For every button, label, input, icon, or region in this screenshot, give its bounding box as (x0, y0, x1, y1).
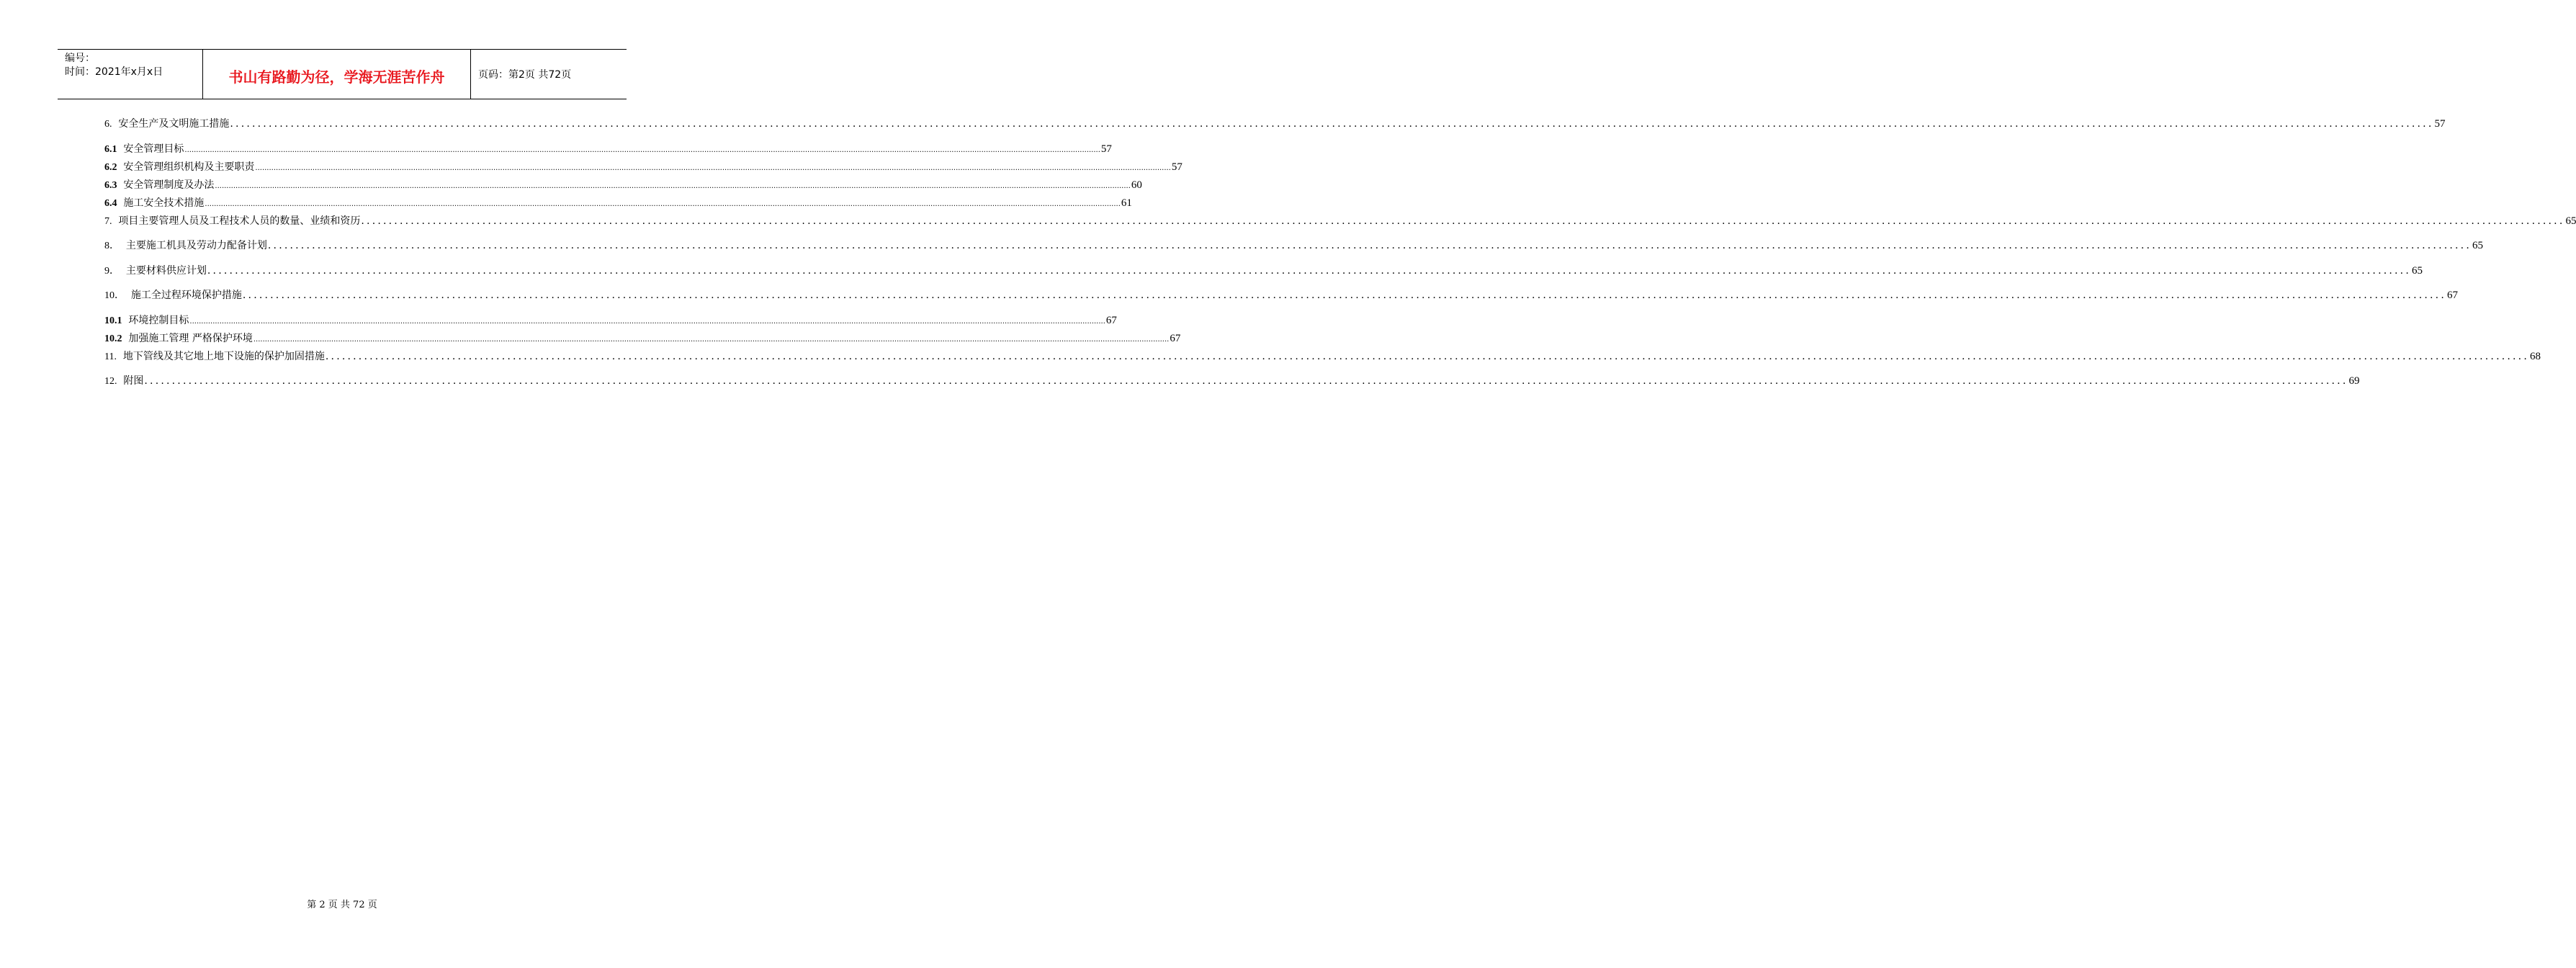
toc-entry-title (104, 372, 143, 390)
toc-entry-text: 主要材料供应计划 (125, 264, 207, 277)
toc-leader-dots: ................................................................................................................................................................................................................................................................................................................................................................................................................ (242, 290, 2446, 301)
toc-leader-dots: ................................................................................................................................................................................................................................................................................................................................................................................................................ (189, 317, 1105, 326)
toc-entry[interactable] (104, 372, 2360, 398)
toc-entry-title (104, 140, 184, 158)
toc-entry-text: 主要施工机具及劳动力配备计划 (125, 240, 267, 251)
toc-entry[interactable] (104, 140, 1112, 158)
toc-entry[interactable] (104, 237, 2483, 262)
toc-leader-dots: ................................................................................................................................................................................................................................................................................................................................................................................................................ (361, 215, 2565, 227)
toc-entry-text: 安全管理组织机构及主要职责 (123, 161, 255, 173)
toc-entry-text: 环境控制目标 (128, 314, 189, 326)
code-label: 编号： (65, 53, 95, 64)
toc-leader-dots: ................................................................................................................................................................................................................................................................................................................................................................................................................ (230, 118, 2434, 130)
toc-entry-title (104, 176, 214, 194)
toc-entry[interactable] (104, 262, 2423, 287)
toc-entry-title (104, 348, 325, 366)
toc-entry-text: 施工安全技术措施 (123, 197, 205, 209)
toc-leader-dots: ................................................................................................................................................................................................................................................................................................................................................................................................................ (255, 163, 1171, 172)
toc-entry-number: 10.2 (104, 333, 122, 344)
toc-entry-page: 69 (2348, 375, 2360, 387)
page-footer: 第 2 页 共 72 页 (307, 900, 377, 910)
toc-entry-page: 67 (1170, 332, 1181, 344)
toc-entry[interactable] (104, 176, 1142, 194)
toc-entry-text: 安全管理制度及办法 (123, 179, 215, 191)
toc-entry-number: 8． (104, 241, 120, 251)
toc-entry-number: 6.2 (104, 161, 117, 173)
toc-entry-number: 9． (104, 265, 120, 277)
toc-entry-page: 67 (2446, 290, 2458, 301)
toc-entry-page: 65 (2472, 240, 2483, 251)
toc-entry-number: 11. (104, 351, 117, 362)
toc-entry-text: 加强施工管理 严格保护环境 (128, 332, 253, 344)
toc-leader-dots: ................................................................................................................................................................................................................................................................................................................................................................................................................ (215, 182, 1131, 190)
toc-entry-text: 安全生产及文明施工措施 (118, 118, 230, 130)
toc-entry-title (104, 115, 229, 133)
toc-entry[interactable] (104, 348, 2541, 373)
toc-entry-text: 项目主要管理人员及工程技术人员的数量、业绩和资历 (118, 215, 361, 227)
toc-entry-title (104, 237, 267, 255)
toc-entry-title (104, 330, 253, 348)
header-meta (58, 50, 203, 99)
time-label: 时间：2021年x月x日 (65, 66, 163, 78)
toc-leader-dots: ................................................................................................................................................................................................................................................................................................................................................................................................................ (267, 240, 2472, 251)
toc-entry[interactable] (104, 312, 1117, 330)
toc-entry-text: 附图 (123, 375, 144, 387)
toc-entry-page: 57 (1100, 143, 1112, 155)
toc-entry-text: 安全管理目标 (123, 143, 184, 155)
toc-entry[interactable] (104, 115, 2446, 140)
toc-entry-title (104, 194, 204, 212)
toc-entry-page: 65 (2411, 264, 2423, 277)
toc-entry[interactable] (104, 330, 1181, 348)
header-motto: 书山有路勤为径，学海无涯苦作舟 (203, 50, 471, 99)
toc-entry-number: 6.3 (104, 179, 117, 191)
table-of-contents (104, 115, 2576, 398)
toc-entry-number: 7. (104, 215, 112, 227)
toc-entry-text: 施工全过程环境保护措施 (130, 290, 242, 301)
toc-entry-title (104, 262, 207, 280)
toc-leader-dots: ................................................................................................................................................................................................................................................................................................................................................................................................................ (144, 375, 2348, 387)
toc-entry[interactable] (104, 212, 2576, 238)
toc-entry-number: 6. (104, 119, 112, 130)
toc-entry-page: 60 (1131, 179, 1142, 191)
toc-entry-number: 6.1 (104, 143, 117, 155)
toc-entry[interactable] (104, 194, 1132, 212)
toc-entry-page: 65 (2565, 215, 2576, 227)
toc-leader-dots: ................................................................................................................................................................................................................................................................................................................................................................................................................ (205, 200, 1121, 208)
toc-entry-number: 12. (104, 376, 117, 387)
toc-entry-number: 10.1 (104, 315, 122, 326)
toc-leader-dots: ................................................................................................................................................................................................................................................................................................................................................................................................................ (184, 145, 1100, 154)
page-header (58, 49, 627, 99)
toc-entry[interactable] (104, 287, 2458, 312)
toc-entry-number: 6.4 (104, 197, 117, 209)
toc-entry-number: 10． (104, 290, 125, 301)
header-page-info: 页码：第2页 共72页 (478, 69, 572, 81)
toc-entry-title (104, 312, 189, 330)
toc-entry-page: 68 (2529, 350, 2541, 362)
toc-leader-dots: ................................................................................................................................................................................................................................................................................................................................................................................................................ (253, 335, 1170, 344)
toc-leader-dots: ................................................................................................................................................................................................................................................................................................................................................................................................................ (207, 264, 2411, 277)
toc-entry-title (104, 158, 254, 176)
toc-entry-title (104, 287, 242, 305)
toc-leader-dots: ................................................................................................................................................................................................................................................................................................................................................................................................................ (325, 350, 2529, 362)
toc-entry-title (104, 212, 360, 230)
toc-entry-page: 61 (1121, 197, 1132, 209)
toc-entry-page: 67 (1105, 314, 1117, 326)
toc-entry-text: 地下管线及其它地上地下设施的保护加固措施 (122, 350, 325, 362)
toc-entry-page: 57 (2434, 118, 2446, 130)
toc-entry-page: 57 (1171, 161, 1182, 173)
toc-entry[interactable] (104, 158, 1182, 176)
